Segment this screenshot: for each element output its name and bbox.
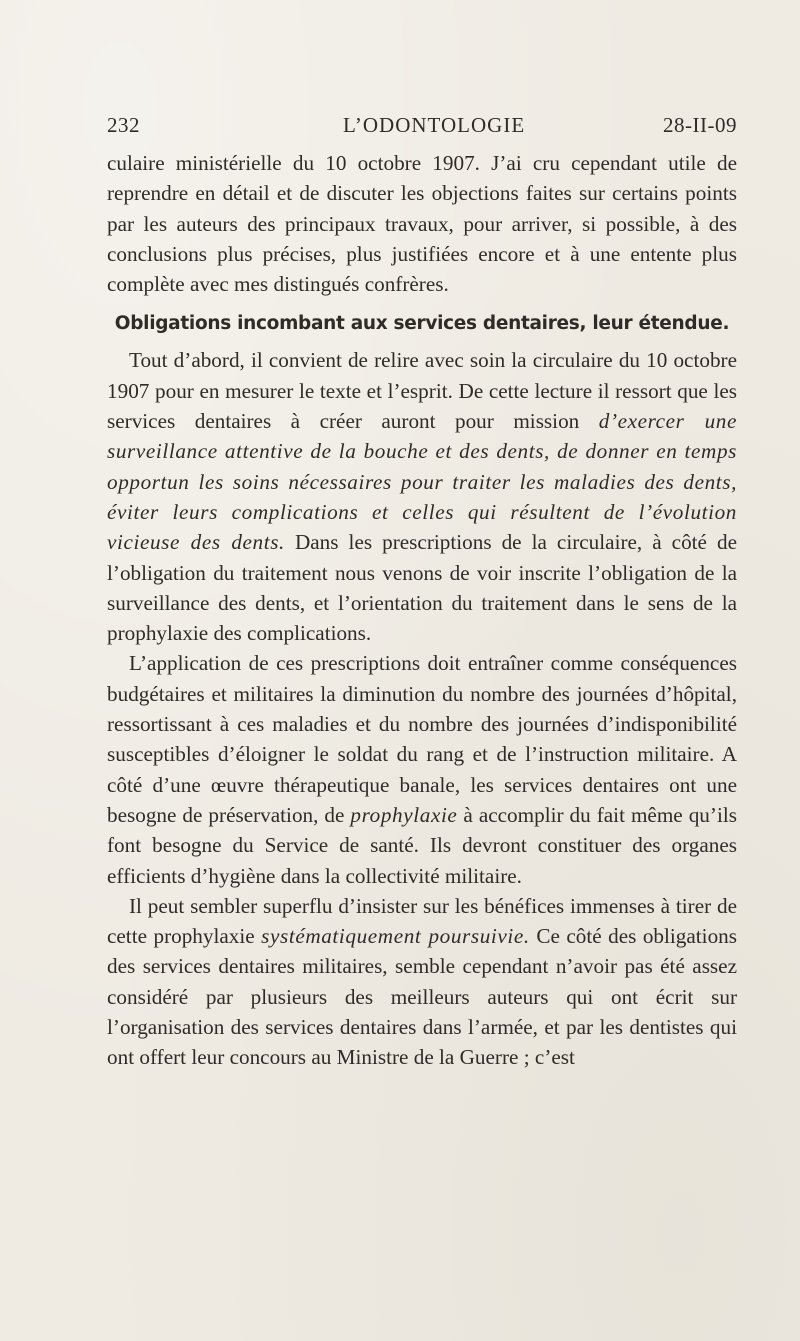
paragraph-text: Ce côté des obligations des services dentaires militaires, semble cependant n’avoir pas été assez considéré par plusieurs des meilleurs auteurs qui ont écrit sur l’organisation des services dentaires dans l’armée, et par les dentistes qui ont offert leur concours au Ministre de la Guerre ; c’est (107, 924, 737, 1070)
paragraph-text: à accomplir du fait même qu’ils font besogne du Service de santé. Ils devront constituer des organes efficients d’hygiène dans la collectivité militaire. (107, 802, 737, 888)
paragraph-text: Il peut sembler superflu d’insister sur les bénéfices immenses à tirer de cette prophylaxie (107, 893, 737, 949)
issue-date: 28-II-09 (663, 113, 737, 137)
running-head (107, 113, 737, 145)
italic-phrase: systématiquement poursuivie. (261, 924, 530, 949)
paragraph-text: Tout d’abord, il convient de relire avec soin la circulaire du 10 octobre 1907 pour en mesurer le texte et l’esprit. De cette lecture il ressort que les services dentaires à créer auront pour mission (107, 348, 737, 434)
paragraph-text: L’application de ces prescriptions doit entraîner comme conséquences budgétaires et militaires la diminution du nombre des journées d’hôpital, ressortissant à ces maladies et du nombre des journées d’indisponibilité susceptibles d’éloigner le soldat du rang et de l’instruction militaire. A côté d’une œuvre thérapeutique banale, les services dentaires ont une besogne de préservation, de (107, 651, 737, 827)
paragraph-text: Dans les prescriptions de la circulaire, à côté de l’obligation du traitement nous venons de voir inscrite l’obligation de la surveillance des dents, et l’orientation du traitement dans le sens de la prophylaxie des complications. (107, 530, 737, 646)
journal-title: L’ODONTOLOGIE (343, 113, 526, 137)
page-number: 232 (107, 113, 140, 137)
paragraph-application (107, 648, 737, 890)
italic-quotation: d’exercer une surveillance attentive de la bouche et des dents, de donner en temps opportun les soins nécessaires pour traiter les maladies des dents, éviter leurs complications et celles qui résultent de l’évolution vicieuse des dents. (107, 409, 738, 555)
paragraph-continued: culaire ministérielle du 10 octobre 1907. J’ai cru cependant utile de reprendre en détail et de discuter les objections faites sur certains points par les auteurs des principaux travaux, pour arriver, si possible, à des conclusions plus précises, plus justifiées encore et à une entente plus complète avec mes distingués confrères. (107, 151, 737, 297)
paragraph-obligations (107, 345, 737, 648)
section-heading: Obligations incombant aux services dentaires, leur étendue. (114, 313, 730, 335)
italic-term: prophylaxie (350, 802, 458, 827)
paragraph-prophylaxie (107, 891, 737, 1073)
body-text (107, 148, 737, 1073)
